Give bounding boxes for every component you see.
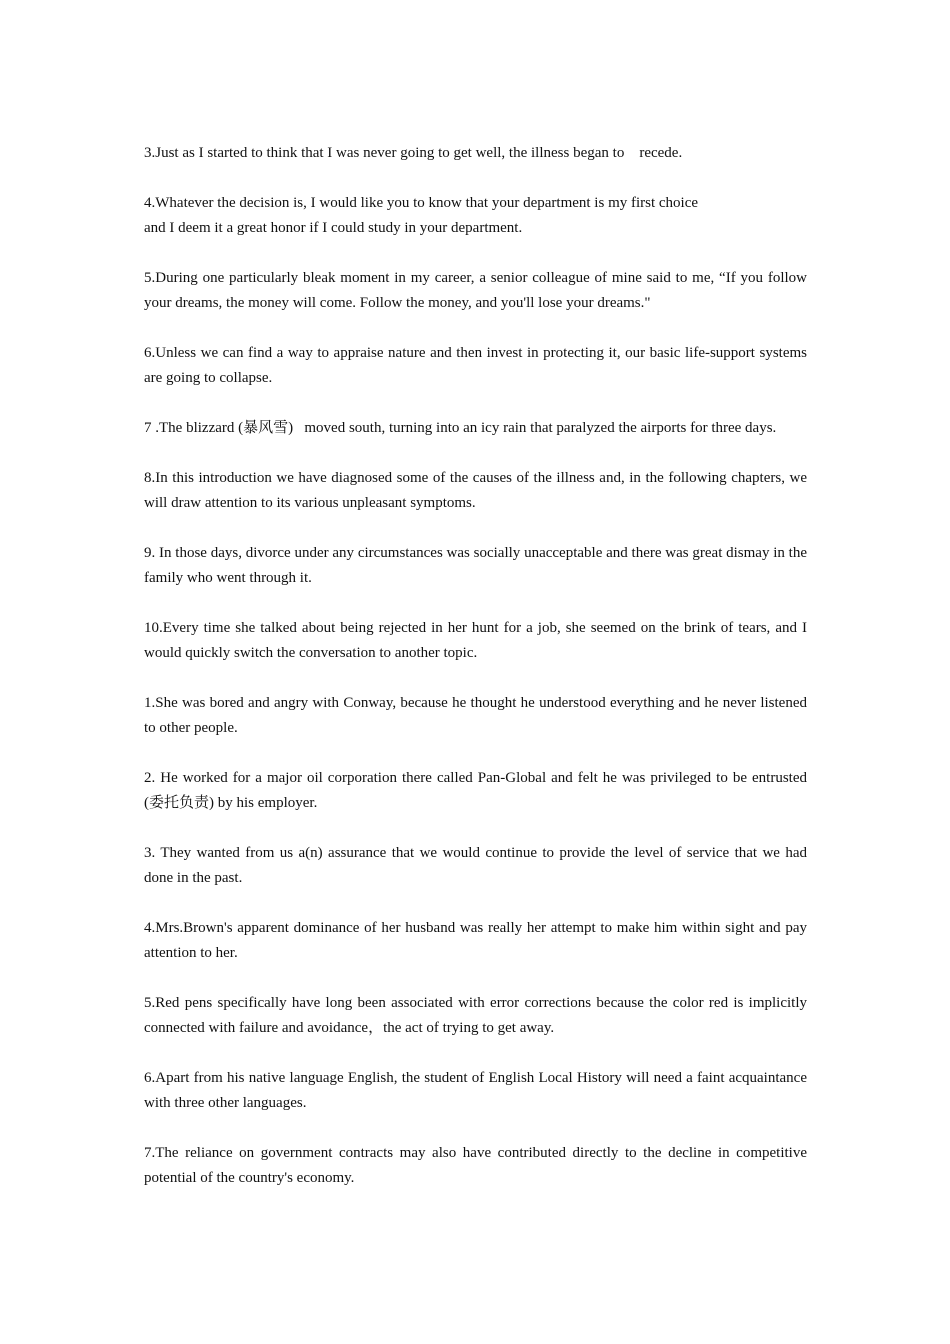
sentence-4-deem: 4.Whatever the decision is, I would like you to know that your department is my first choice and I deem it a great honor if I could study in your department. (144, 195, 699, 236)
sentence-5-red-pens: 5.Red pens specifically have long been associated with error corrections because the color red is implicitly connected with failure and avoidance，the act of trying to get away. (144, 995, 807, 1036)
sentence-9-dismay: 9. In those days, divorce under any circumstances was socially unacceptable and there was great dismay in the family who went through it. (144, 545, 807, 586)
sentence-3-assurance: 3. They wanted from us a(n) assurance that we would continue to provide the level of service that we had done in the past. (144, 845, 807, 886)
sentence-7-blizzard: 7 .The blizzard (暴风雪) moved south, turning into an icy rain that paralyzed the airports for three days. (144, 420, 777, 436)
sentence-1-conway: 1.She was bored and angry with Conway, because he thought he understood everything and he never listened to other people. (144, 695, 807, 736)
sentence-4-dominance: 4.Mrs.Brown's apparent dominance of her husband was really her attempt to make him within sight and pay attention to her. (144, 920, 807, 961)
sentence-3-recede: 3.Just as I started to think that I was never going to get well, the illness began to recede. (144, 145, 683, 161)
sentence-2-entrusted: 2. He worked for a major oil corporation there called Pan-Global and felt he was privileged to be entrusted (委托负责) by his employer. (144, 770, 807, 811)
sentence-5-bleak: 5.During one particularly bleak moment in my career, a senior colleague of mine said to me, “If you follow your dreams, the money will come. Follow the money, and you'll lose your dreams." (144, 270, 807, 311)
sentence-7-reliance: 7.The reliance on government contracts may also have contributed directly to the decline in competitive potential of the country's economy. (144, 1145, 807, 1186)
sentence-10-brink: 10.Every time she talked about being rejected in her hunt for a job, she seemed on the brink of tears, and I would quickly switch the conversation to another topic. (144, 620, 807, 661)
sentence-6-acquaintance: 6.Apart from his native language English, the student of English Local History will need a faint acquaintance with three other languages. (144, 1070, 807, 1111)
sentence-6-appraise: 6.Unless we can find a way to appraise nature and then invest in protecting it, our basic life-support systems are going to collapse. (144, 345, 807, 386)
sentence-8-diagnosed: 8.In this introduction we have diagnosed some of the causes of the illness and, in the following chapters, we will draw attention to its various unpleasant symptoms. (144, 470, 807, 511)
document-body (144, 141, 807, 1216)
